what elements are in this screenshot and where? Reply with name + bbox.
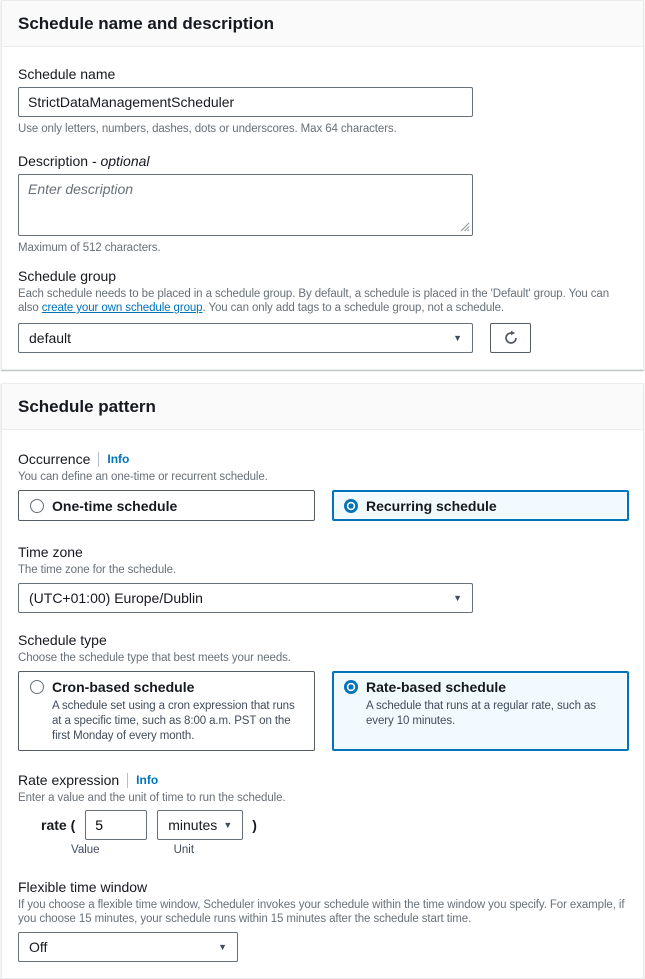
panel-schedule-pattern (1, 383, 644, 979)
tile-one-time-schedule[interactable] (18, 490, 315, 521)
flexible-time-window-select[interactable] (18, 932, 238, 962)
schedule-name-input[interactable] (18, 87, 473, 117)
rate-expression-label-row (18, 771, 627, 789)
occurrence-description: You can define an one-time or recurrent schedule. (18, 471, 268, 483)
rate-unit-sublabel: Unit (173, 844, 195, 856)
tile-label: Rate-based schedule (366, 679, 507, 695)
description-field (18, 152, 627, 255)
tile-label: Recurring schedule (366, 497, 497, 514)
label-divider (127, 773, 128, 788)
flexible-time-window-field (18, 878, 627, 962)
rate-value-input[interactable] (85, 810, 147, 840)
occurrence-label-row (18, 450, 627, 468)
occurrence-field (18, 450, 627, 521)
occurrence-info-link[interactable]: Info (107, 452, 130, 466)
schedule-type-description: Choose the schedule type that best meets your needs. (18, 652, 291, 664)
description-textarea[interactable] (18, 174, 473, 236)
schedule-group-label: Schedule group (18, 268, 117, 284)
rate-sublabels (18, 844, 627, 856)
schedule-type-field (18, 631, 627, 751)
rate-expression-description: Enter a value and the unit of time to run the schedule. (18, 792, 286, 804)
panel-title: Schedule pattern (18, 397, 156, 416)
rate-value-sublabel: Value (71, 844, 100, 856)
panel-header (2, 1, 643, 47)
panel-schedule-name-and-description (1, 0, 644, 370)
radio-unchecked-icon[interactable] (30, 499, 44, 513)
caret-down-icon: ▼ (218, 941, 227, 952)
rate-prefix: rate ( (41, 817, 76, 833)
flexible-time-window-selected-value: Off (29, 939, 48, 955)
rate-expression-info-link[interactable]: Info (136, 773, 159, 787)
schedule-name-field (18, 65, 627, 136)
tile-label: Cron-based schedule (52, 679, 195, 695)
tile-cron-based-schedule[interactable] (18, 671, 315, 751)
occurrence-options (18, 490, 629, 521)
rate-unit-selected-value: minutes (168, 817, 218, 833)
rate-suffix: ) (252, 817, 257, 833)
schedule-group-description: Each schedule needs to be placed in a schedule group. By default, a schedule is placed in the 'Default' group. You can also create your own schedule group. You can only add tags to a schedule group, not a schedule. (18, 288, 610, 314)
rate-unit-select[interactable] (157, 810, 243, 840)
rate-expression-row (41, 810, 627, 840)
create-schedule-group-link[interactable]: create your own schedule group (41, 302, 203, 314)
time-zone-field (18, 543, 627, 613)
caret-down-icon: ▼ (223, 819, 233, 830)
radio-checked-icon[interactable] (344, 499, 358, 513)
description-textarea-wrap (18, 174, 473, 236)
time-zone-select[interactable] (18, 583, 473, 613)
time-zone-description: The time zone for the schedule. (18, 564, 176, 576)
radio-checked-icon[interactable] (344, 680, 358, 694)
schedule-type-label: Schedule type (18, 632, 107, 648)
schedule-group-selected-value: default (29, 330, 72, 346)
schedule-group-select[interactable] (18, 323, 473, 353)
rate-expression-field (18, 771, 627, 856)
panel-body (2, 47, 643, 369)
description-label: Description - optional (18, 153, 150, 169)
description-constraint: Maximum of 512 characters. (18, 242, 161, 254)
label-divider (98, 452, 99, 467)
panel-header (2, 384, 643, 430)
rate-expression-label: Rate expression (18, 772, 120, 788)
schedule-group-field (18, 267, 627, 353)
panel-title: Schedule name and description (18, 14, 275, 33)
occurrence-label: Occurrence (18, 451, 91, 467)
radio-unchecked-icon[interactable] (30, 680, 44, 694)
tile-recurring-schedule[interactable] (332, 490, 629, 521)
tile-description: A schedule that runs at a regular rate, such as every 10 minutes. (366, 700, 596, 727)
schedule-group-row (18, 323, 627, 353)
optional-suffix: - optional (91, 153, 150, 169)
flexible-time-window-label: Flexible time window (18, 879, 148, 895)
tile-rate-based-schedule[interactable] (332, 671, 629, 751)
flexible-time-window-description: If you choose a flexible time window, Scheduler invokes your schedule within the time window you specify. For example, if you choose 15 minutes, your schedule runs within 15 minutes after the schedule start time. (18, 899, 625, 925)
refresh-icon (503, 330, 519, 346)
tile-description: A schedule set using a cron expression that runs at a specific time, such as 8:00 a.m. PST on the first Monday of every month. (52, 700, 295, 742)
schedule-name-label: Schedule name (18, 66, 116, 82)
caret-down-icon: ▼ (453, 332, 462, 343)
time-zone-selected-value: (UTC+01:00) Europe/Dublin (29, 590, 203, 606)
refresh-button[interactable] (490, 323, 531, 353)
panel-body (2, 430, 643, 978)
time-zone-label: Time zone (18, 544, 83, 560)
schedule-type-options (18, 671, 629, 751)
caret-down-icon: ▼ (453, 592, 462, 603)
tile-label: One-time schedule (52, 497, 178, 514)
schedule-name-constraint: Use only letters, numbers, dashes, dots or underscores. Max 64 characters. (18, 123, 397, 135)
